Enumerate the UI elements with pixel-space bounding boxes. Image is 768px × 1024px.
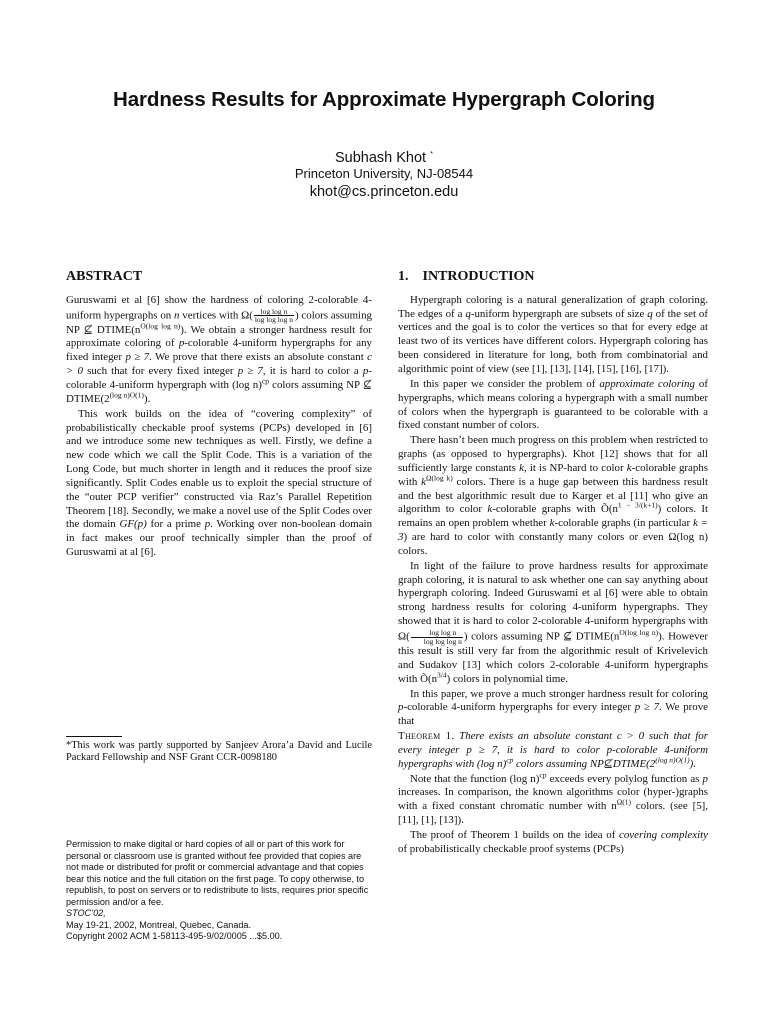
intro-paragraph-5: In this paper, we prove a much stronger hardness result for coloring p-colorable 4-uniform hypergraphs for every integer p ≥ 7. We prove that (398, 687, 708, 728)
author-email: khot@cs.princeton.edu (309, 184, 459, 200)
left-column (66, 268, 372, 560)
author-footnote-mark: * (430, 149, 434, 159)
footnote: *This work was partly supported by Sanjeev Arora’a David and Lucile Packard Fellowship and NSF Grant CCR-0098180 (66, 740, 372, 764)
introduction-heading: 1. INTRODUCTION (398, 269, 535, 284)
footnote-divider (66, 736, 122, 737)
theorem-1: Theorem 1. There exists an absolute constant c > 0 such that for every integer p ≥ 7, it is hard to color p-colorable 4-uniform hypergraphs with (log n)$^{cp}$ colors assuming $NP⊈DTIME(2^{(log n)O(1)})$. (398, 730, 708, 770)
conference-venue: STOC’02, May 19-21, 2002, Montreal, Quebec, Canada. (66, 908, 252, 930)
intro-paragraph-1: Hypergraph coloring is a natural generalization of graph coloring. The edges of a q-uniform hypergraph are subsets of size q of the set of vertices and the goal is to color the vertices so that for every edge at least two of its vertices have different colors. Hypergraph coloring has been considered in literature for long, both from combinatorial and algorithmic point of view (see [1], [13], [14], [15], [16], [17]). (398, 293, 708, 375)
intro-paragraph-3: There hasn’t been much progress on this problem when restricted to graphs (as opposed to hypergraphs). Khot [12] shows that for all sufficiently large constants k, it is NP-hard to color k-colorable graphs with $k^{\Omega(log k)}$ colors. There is a huge gap between this hardness result and the best algorithmic result due to Karger et al [11] who give an algorithm to color k-colorable graphs with $Õ(n^{1 - 3/(k+1)})$ colors. It remains an open problem whether k-colorable graphs (in particular k = 3) are hard to color with constantly many colors or even Ω(log n) colors. (398, 434, 709, 557)
permission-text: Permission to make digital or hard copies of all or part of this work for personal or classroom use is granted without fee provided that copies are not made or distributed for profit or commercial advantage and that copies bear this notice and the full citation on the first page. To copy otherwise, to republish, to post on servers or to redistribute to lists, requires prior specific permission and/or a fee. (66, 839, 369, 907)
intro-paragraph-7: The proof of Theorem 1 builds on the idea of covering complexity of probabilistically checkable proof systems (PCPs) (398, 828, 708, 855)
author-name-text: Subhash Khot (334, 150, 427, 166)
fraction-loglog: $\frac{\text{log log n}}{\text{log log log n}}$ (254, 306, 293, 325)
intro-paragraph-6: Note that the function (log n)$^{cp}$ exceeds every polylog function as p increases. In comparison, the known algorithms color (hyper-)graphs with a fixed constant chromatic number with $n^{\Omega(1)}$ colors. (see [5], [11], [1], [13]). (398, 769, 708, 827)
right-column (398, 268, 708, 857)
author-name (0, 150, 768, 166)
permission-notice (66, 839, 372, 943)
fraction-loglog-intro: $\frac{\text{log log n}}{\text{log log log n}}$ (411, 629, 463, 645)
theorem-label: Theorem 1. (398, 730, 455, 743)
copyright-line: Copyright 2002 ACM 1-58113-495-9/02/0005 ...$5.00. (66, 931, 283, 942)
intro-paragraph-2: In this paper we consider the problem of approximate coloring of hypergraphs, which means coloring a hypergraph with a small number of colors when the hypergraph is guaranteed to be colorable with a fixed constant number of colors. (398, 377, 708, 432)
paper-title: Hardness Results for Approximate Hypergraph Coloring (113, 88, 655, 111)
abstract-paragraph-2: This work builds on the idea of “covering complexity” of probabilistically checkable proof systems (PCPs) developed in [6] and we introduce some new techniques as well. Firstly, we define a new code which we call the Split Code. This is a variation of the Long Code, but much shorter in length and it reduces the proof size significantly. Split Codes enable us to exploit the special structure of the “outer PCP verifier” constructed via Raz’s Parallel Repetition Theorem [18]. Secondly, we make a novel use of the Split Codes over the domain GF(p) for a prime p. Working over non-boolean domain in fact makes our proof technically simpler than the proof of Guruswami at al [6]. (66, 407, 373, 559)
author-affiliation: Princeton University, NJ-08544 (294, 166, 474, 181)
abstract-heading: ABSTRACT (66, 269, 143, 284)
intro-paragraph-4: In light of the failure to prove hardness results for approximate graph coloring, it is natural to ask whether one can say anything about hypergraph coloring. Indeed Guruswami et al [6] were able to obtain strong hardness results for coloring 4-uniform hypergraphs. They showed that it is hard to color 2-colorable 4-uniform hypergraphs with Ω( $\frac{\text{log log n}}{\text{log log log n}}$ ) colors assuming NP ⊈ $DTIME(n^{O(log log n)})$. However this result is still very far from the algorithmic result of Krivelevich and Sudakov [13] which colors 2-colorable 4-uniform hypergraphs with $Õ(n^{3/4})$ colors in polynomial time. (398, 559, 708, 685)
abstract-paragraph-1: Guruswami et al [6] show the hardness of coloring 2-colorable 4-uniform hypergraphs on n vertices with Ω( $\frac{\text{log log n}}{\text{log log log n}}$ ) colors assuming NP ⊈ $DTIME(n^{O(log log n)})$. We obtain a stronger hardness result for approximate coloring of p-colorable 4-uniform hypergraphs for any fixed integer p ≥ 7. We prove that there exists an absolute constant c > 0 such that for every fixed integer p ≥ 7, it is hard to color a p-colorable 4-uniform hypergraph with (log n)$^{cp}$ colors assuming NP ⊈ $DTIME(2^{(log n)O(1)})$. (66, 293, 373, 405)
